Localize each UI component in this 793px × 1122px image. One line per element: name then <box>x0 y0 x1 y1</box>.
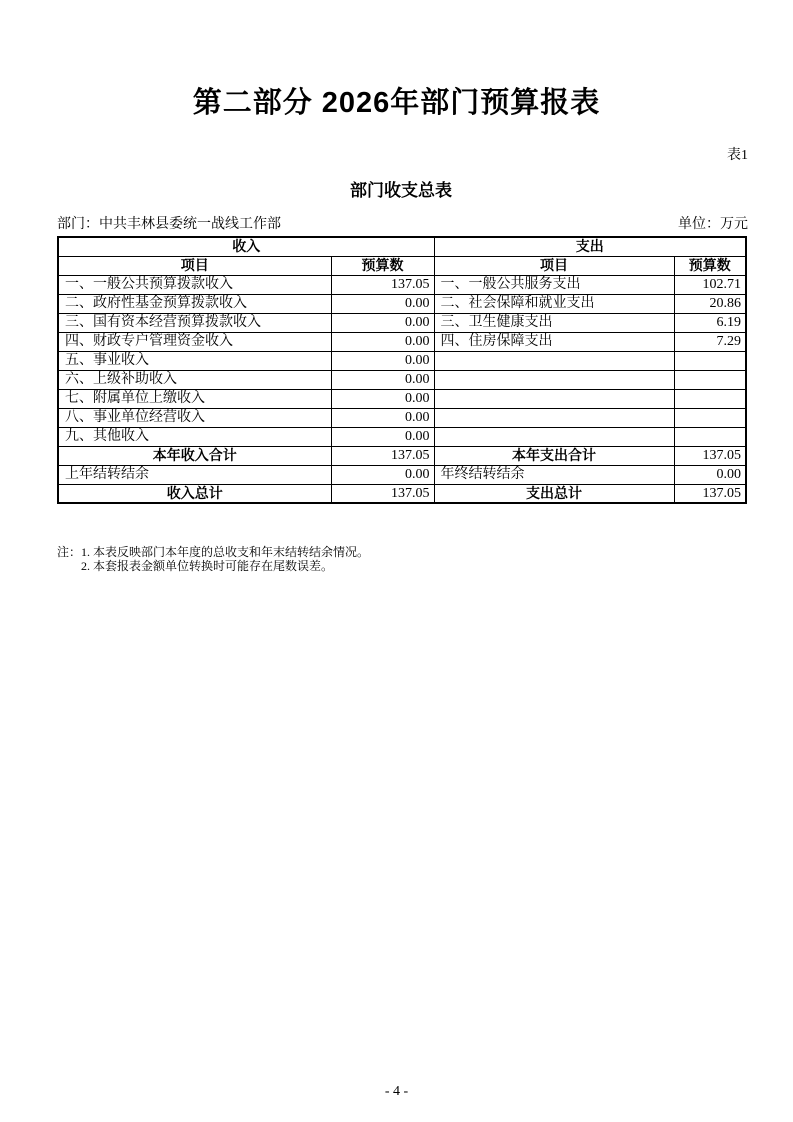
expense-budget-column-header: 预算数 <box>674 256 746 275</box>
table-row <box>58 408 746 427</box>
expense-item-cell <box>434 427 674 446</box>
expense-value-cell <box>674 351 746 370</box>
footnote-line: 2. 本套报表金额单位转换时可能存在尾数误差。 <box>81 559 334 573</box>
page-title: 第二部分 2026年部门预算报表 <box>192 87 601 119</box>
income-budget-column-header: 预算数 <box>331 256 434 275</box>
income-value-cell: 0.00 <box>331 465 434 484</box>
expense-grand-total-value-cell: 137.05 <box>674 484 746 503</box>
income-item-cell: 九、其他收入 <box>58 427 331 446</box>
income-total-label-cell: 本年收入合计 <box>58 446 331 465</box>
income-total-value-cell: 137.05 <box>331 446 434 465</box>
income-value-cell: 0.00 <box>331 332 434 351</box>
expense-item-cell <box>434 370 674 389</box>
income-grand-total-label-cell: 收入总计 <box>58 484 331 503</box>
expense-item-cell: 二、社会保障和就业支出 <box>434 294 674 313</box>
income-value-cell: 137.05 <box>331 275 434 294</box>
expense-total-label-cell: 本年支出合计 <box>434 446 674 465</box>
expense-section-header: 支出 <box>434 237 746 256</box>
table-row <box>58 332 746 351</box>
footnotes-lines <box>81 545 369 573</box>
expense-item-cell: 三、卫生健康支出 <box>434 313 674 332</box>
expense-grand-total-label-cell: 支出总计 <box>434 484 674 503</box>
expense-item-cell <box>434 408 674 427</box>
grand-total-row <box>58 484 746 503</box>
income-value-cell: 0.00 <box>331 427 434 446</box>
table-row <box>58 275 746 294</box>
income-item-cell: 八、事业单位经营收入 <box>58 408 331 427</box>
section-header-row <box>58 237 746 256</box>
income-item-cell: 二、政府性基金预算拨款收入 <box>58 294 331 313</box>
footnote-line: 1. 本表反映部门本年度的总收支和年末结转结余情况。 <box>81 545 370 559</box>
income-item-cell: 七、附属单位上缴收入 <box>58 389 331 408</box>
annual-total-row <box>58 446 746 465</box>
expense-value-cell <box>674 408 746 427</box>
income-value-cell: 0.00 <box>331 351 434 370</box>
footnotes <box>57 545 369 573</box>
expense-value-cell <box>674 427 746 446</box>
expense-value-cell: 7.29 <box>674 332 746 351</box>
expense-item-column-header: 项目 <box>434 256 674 275</box>
expense-item-cell <box>434 351 674 370</box>
expense-item-cell: 年终结转结余 <box>434 465 674 484</box>
income-value-cell: 0.00 <box>331 370 434 389</box>
table-meta-row <box>57 213 748 233</box>
expense-value-cell: 0.00 <box>674 465 746 484</box>
expense-value-cell <box>674 370 746 389</box>
footnotes-label: 注： <box>57 545 82 559</box>
expense-value-cell: 20.86 <box>674 294 746 313</box>
income-value-cell: 0.00 <box>331 389 434 408</box>
table-title: 部门收支总表 <box>350 181 452 200</box>
income-value-cell: 0.00 <box>331 294 434 313</box>
budget-summary-table <box>57 236 747 504</box>
table-row <box>58 313 746 332</box>
income-item-column-header: 项目 <box>58 256 331 275</box>
expense-total-value-cell: 137.05 <box>674 446 746 465</box>
income-item-cell: 六、上级补助收入 <box>58 370 331 389</box>
income-grand-total-value-cell: 137.05 <box>331 484 434 503</box>
expense-value-cell: 6.19 <box>674 313 746 332</box>
table-row <box>58 427 746 446</box>
page-number: - 4 - <box>384 1084 409 1099</box>
carryover-row <box>58 465 746 484</box>
expense-item-cell <box>434 389 674 408</box>
expense-value-cell <box>674 389 746 408</box>
column-header-row <box>58 256 746 275</box>
expense-item-cell: 一、一般公共服务支出 <box>434 275 674 294</box>
income-value-cell: 0.00 <box>331 313 434 332</box>
income-item-cell: 三、国有资本经营预算拨款收入 <box>58 313 331 332</box>
income-item-cell: 上年结转结余 <box>58 465 331 484</box>
expense-item-cell: 四、住房保障支出 <box>434 332 674 351</box>
income-item-cell: 一、一般公共预算拨款收入 <box>58 275 331 294</box>
table-row <box>58 370 746 389</box>
unit-label: 单位：万元 <box>678 217 748 232</box>
income-section-header: 收入 <box>58 237 434 256</box>
income-item-cell: 四、财政专户管理资金收入 <box>58 332 331 351</box>
income-item-cell: 五、事业收入 <box>58 351 331 370</box>
table-row <box>58 389 746 408</box>
department-label: 部门：中共丰林县委统一战线工作部 <box>57 217 281 232</box>
income-value-cell: 0.00 <box>331 408 434 427</box>
table-tag: 表1 <box>727 148 748 163</box>
table-row <box>58 294 746 313</box>
table-row <box>58 351 746 370</box>
expense-value-cell: 102.71 <box>674 275 746 294</box>
